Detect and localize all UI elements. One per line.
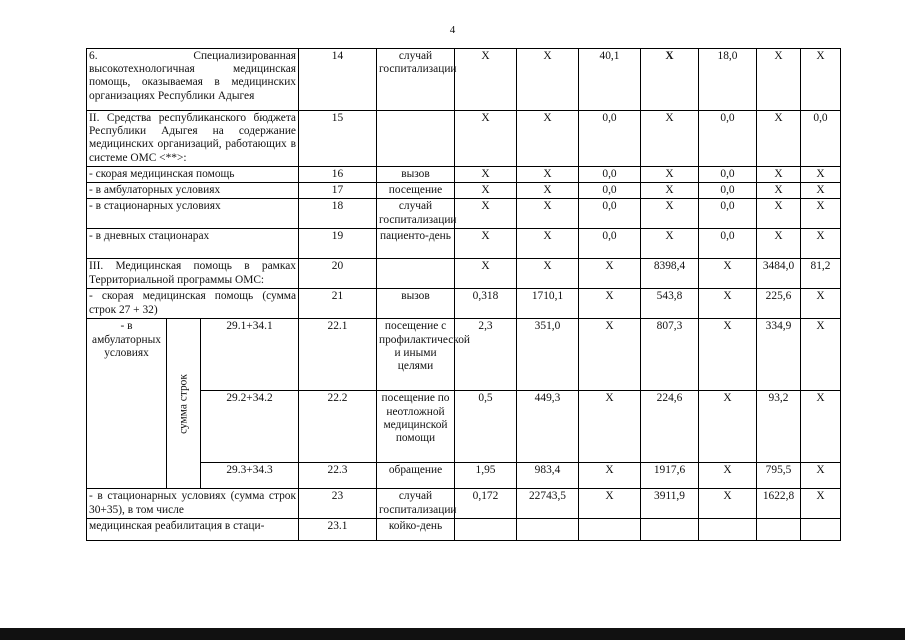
value-cell: 0,0 bbox=[699, 199, 757, 229]
value-cell: 795,5 bbox=[757, 463, 801, 489]
table-row bbox=[87, 319, 841, 391]
value-cell: X bbox=[801, 49, 841, 111]
ambulatory-group-label: - в амбулаторных условиях bbox=[87, 319, 167, 489]
unit-cell: вызов bbox=[377, 167, 455, 183]
value-cell: 449,3 bbox=[517, 391, 579, 463]
value-cell: X bbox=[801, 183, 841, 199]
value-cell: X bbox=[579, 289, 641, 319]
value-cell: 0,0 bbox=[699, 229, 757, 259]
value-cell: X bbox=[455, 229, 517, 259]
value-cell: X bbox=[517, 259, 579, 289]
value-cell: 0,0 bbox=[579, 111, 641, 167]
row-label: - в дневных стационарах bbox=[87, 229, 299, 259]
scan-bottom-edge bbox=[0, 628, 905, 640]
value-cell: X bbox=[801, 167, 841, 183]
value-cell: 1710,1 bbox=[517, 289, 579, 319]
table-row bbox=[87, 49, 841, 111]
value-cell: X bbox=[699, 259, 757, 289]
medical-care-table bbox=[86, 48, 841, 541]
row-label: - в стационарных условиях (сумма строк 30+35), в том числе bbox=[87, 489, 299, 519]
sum-formula: 29.3+34.3 bbox=[201, 463, 299, 489]
value-cell: 1917,6 bbox=[641, 463, 699, 489]
table-row bbox=[87, 259, 841, 289]
value-cell: X bbox=[699, 289, 757, 319]
unit-cell: пациенто-день bbox=[377, 229, 455, 259]
unit-cell: койко-день bbox=[377, 519, 455, 541]
value-cell: X bbox=[517, 167, 579, 183]
value-cell: X bbox=[757, 167, 801, 183]
value-cell: 18,0 bbox=[699, 49, 757, 111]
value-cell: 807,3 bbox=[641, 319, 699, 391]
value-cell: X bbox=[699, 319, 757, 391]
value-cell: 334,9 bbox=[757, 319, 801, 391]
value-cell: X bbox=[455, 259, 517, 289]
row-label: - в амбулаторных условиях bbox=[87, 183, 299, 199]
table-row bbox=[87, 519, 841, 541]
row-label: 6. Специализированная высокотехнологичная медицинская помощь, оказываемая в медицинских организациях Республики Адыгея bbox=[87, 49, 299, 111]
row-label: - в стационарных условиях bbox=[87, 199, 299, 229]
value-cell: X bbox=[801, 199, 841, 229]
value-cell: 0,0 bbox=[579, 183, 641, 199]
row-number: 23 bbox=[299, 489, 377, 519]
table-row bbox=[87, 111, 841, 167]
value-cell: X bbox=[699, 489, 757, 519]
row-label: II. Средства республиканского бюджета Республики Адыгея на содержание медицинских организаций, работающих в системе ОМС <**>: bbox=[87, 111, 299, 167]
row-number: 15 bbox=[299, 111, 377, 167]
value-cell bbox=[579, 519, 641, 541]
value-cell bbox=[517, 519, 579, 541]
value-cell: X bbox=[455, 167, 517, 183]
unit-cell: случай госпитализации bbox=[377, 199, 455, 229]
value-cell: X bbox=[579, 259, 641, 289]
table-row bbox=[87, 167, 841, 183]
row-label: III. Медицинская помощь в рамках Территориальной программы ОМС: bbox=[87, 259, 299, 289]
value-cell: X bbox=[641, 167, 699, 183]
row-number: 16 bbox=[299, 167, 377, 183]
value-cell: X bbox=[641, 49, 699, 111]
value-cell: 983,4 bbox=[517, 463, 579, 489]
value-cell: X bbox=[757, 49, 801, 111]
value-cell: 351,0 bbox=[517, 319, 579, 391]
value-cell: 3484,0 bbox=[757, 259, 801, 289]
row-number: 19 bbox=[299, 229, 377, 259]
value-cell: 8398,4 bbox=[641, 259, 699, 289]
value-cell: X bbox=[801, 229, 841, 259]
value-cell: X bbox=[801, 289, 841, 319]
value-cell: X bbox=[455, 49, 517, 111]
value-cell: X bbox=[641, 183, 699, 199]
value-cell: X bbox=[757, 199, 801, 229]
value-cell: X bbox=[801, 391, 841, 463]
value-cell: X bbox=[757, 229, 801, 259]
value-cell: 224,6 bbox=[641, 391, 699, 463]
sum-formula: 29.1+34.1 bbox=[201, 319, 299, 391]
unit-cell: случай госпитализации bbox=[377, 489, 455, 519]
value-cell: X bbox=[699, 391, 757, 463]
value-cell: 0,0 bbox=[801, 111, 841, 167]
value-cell: X bbox=[641, 229, 699, 259]
value-cell bbox=[801, 519, 841, 541]
sum-rows-vertical-label: сумма строк bbox=[176, 374, 189, 434]
value-cell: 40,1 bbox=[579, 49, 641, 111]
value-cell: 3911,9 bbox=[641, 489, 699, 519]
value-cell: X bbox=[801, 319, 841, 391]
unit-cell: вызов bbox=[377, 289, 455, 319]
value-cell: X bbox=[517, 199, 579, 229]
value-cell bbox=[757, 519, 801, 541]
row-label: - скорая медицинская помощь (сумма строк 27 + 32) bbox=[87, 289, 299, 319]
row-number: 18 bbox=[299, 199, 377, 229]
value-cell: X bbox=[579, 319, 641, 391]
value-cell bbox=[455, 519, 517, 541]
value-cell: 0,0 bbox=[579, 167, 641, 183]
value-cell: 0,0 bbox=[579, 229, 641, 259]
value-cell: 543,8 bbox=[641, 289, 699, 319]
sum-formula: 29.2+34.2 bbox=[201, 391, 299, 463]
sum-rows-vertical-cell bbox=[167, 319, 201, 489]
value-cell: X bbox=[455, 111, 517, 167]
value-cell: X bbox=[455, 199, 517, 229]
row-number: 23.1 bbox=[299, 519, 377, 541]
table-row bbox=[87, 183, 841, 199]
value-cell: X bbox=[579, 489, 641, 519]
value-cell: X bbox=[517, 49, 579, 111]
row-label: - скорая медицинская помощь bbox=[87, 167, 299, 183]
value-cell: X bbox=[641, 199, 699, 229]
table-row bbox=[87, 199, 841, 229]
value-cell: 0,0 bbox=[699, 111, 757, 167]
value-cell: 0,5 bbox=[455, 391, 517, 463]
value-cell: X bbox=[517, 111, 579, 167]
value-cell: 225,6 bbox=[757, 289, 801, 319]
table-row bbox=[87, 489, 841, 519]
unit-cell: посещение bbox=[377, 183, 455, 199]
value-cell: 81,2 bbox=[801, 259, 841, 289]
value-cell: 0,0 bbox=[699, 167, 757, 183]
value-cell: X bbox=[801, 489, 841, 519]
unit-cell bbox=[377, 259, 455, 289]
value-cell: X bbox=[579, 391, 641, 463]
value-cell: X bbox=[757, 111, 801, 167]
value-cell: X bbox=[801, 463, 841, 489]
row-number: 21 bbox=[299, 289, 377, 319]
value-cell: 93,2 bbox=[757, 391, 801, 463]
table-row bbox=[87, 289, 841, 319]
row-number: 22.2 bbox=[299, 391, 377, 463]
unit-cell: посещение с профилактической и иными целями bbox=[377, 319, 455, 391]
page-number: 4 bbox=[449, 24, 456, 36]
value-cell bbox=[641, 519, 699, 541]
value-cell: X bbox=[579, 463, 641, 489]
unit-cell: посещение по неотложной медицинской помощи bbox=[377, 391, 455, 463]
row-number: 14 bbox=[299, 49, 377, 111]
value-cell: 1622,8 bbox=[757, 489, 801, 519]
row-number: 22.1 bbox=[299, 319, 377, 391]
row-label: медицинская реабилитация в стаци- bbox=[87, 519, 299, 541]
value-cell: 1,95 bbox=[455, 463, 517, 489]
value-cell: X bbox=[517, 229, 579, 259]
table-row bbox=[87, 229, 841, 259]
unit-cell: случай госпитализации bbox=[377, 49, 455, 111]
value-cell: 22743,5 bbox=[517, 489, 579, 519]
value-cell: X bbox=[699, 463, 757, 489]
value-cell: X bbox=[517, 183, 579, 199]
value-cell: 0,172 bbox=[455, 489, 517, 519]
value-cell: 0,0 bbox=[699, 183, 757, 199]
row-number: 22.3 bbox=[299, 463, 377, 489]
unit-cell bbox=[377, 111, 455, 167]
unit-cell: обращение bbox=[377, 463, 455, 489]
value-cell: X bbox=[757, 183, 801, 199]
row-number: 17 bbox=[299, 183, 377, 199]
value-cell: X bbox=[455, 183, 517, 199]
value-cell bbox=[699, 519, 757, 541]
value-cell: 0,318 bbox=[455, 289, 517, 319]
value-cell: 2,3 bbox=[455, 319, 517, 391]
row-number: 20 bbox=[299, 259, 377, 289]
value-cell: X bbox=[641, 111, 699, 167]
value-cell: 0,0 bbox=[579, 199, 641, 229]
